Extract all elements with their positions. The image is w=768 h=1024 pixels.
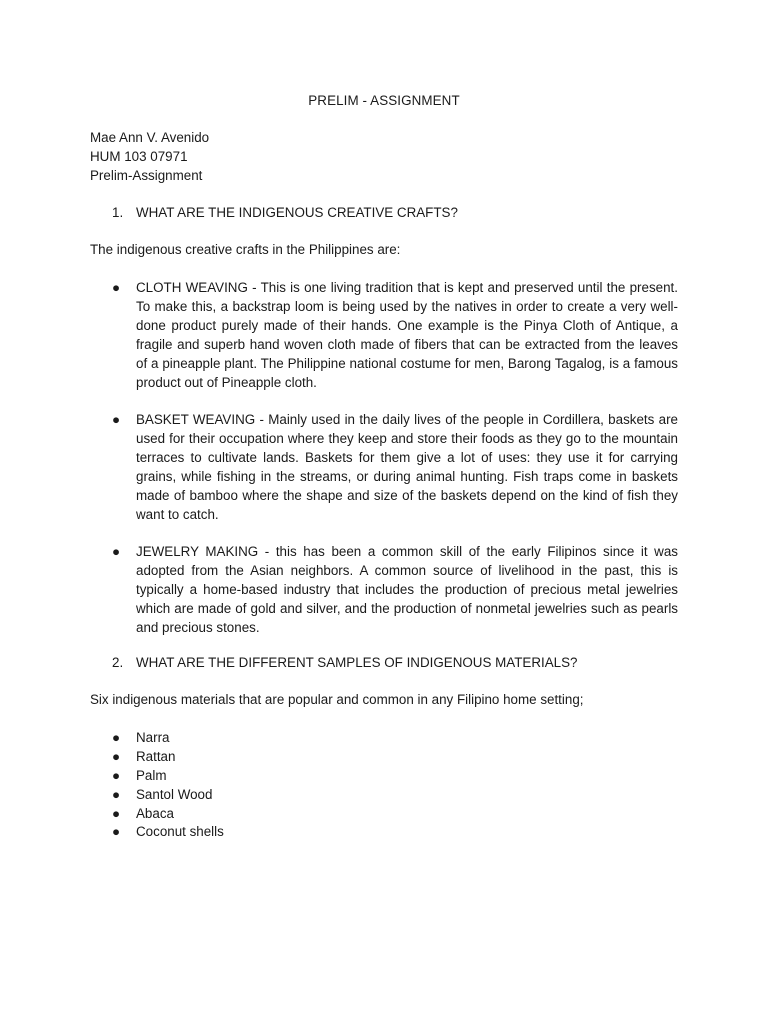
bullet-icon: ● (112, 412, 121, 427)
craft-item-text: CLOTH WEAVING - This is one living tradition that is kept and preserved until the present. To make this, a backstrap loom is being used by the natives in order to create a very well-done product purely made of their hands. One example is the Pinya Cloth of Antique, a fragile and superb hand woven cloth made of fibers that can be extracted from the leaves of a pineapple plant. The Philippine national costume for men, Barong Tagalog, is a famous product out of Pineapple cloth. (136, 280, 678, 390)
craft-item-jewelry-making (112, 543, 678, 638)
craft-item-text: BASKET WEAVING - Mainly used in the daily lives of the people in Cordillera, baskets are used for their occupation where they keep and store their foods as they go to the mountain terraces to cultivate lands. Baskets for them give a lot of uses: they use it for carrying grains, while fishing in the streams, or during animal hunting. Fish traps come in baskets made of bamboo where the shape and size of the baskets depend on the kind of fish they want to catch. (136, 412, 678, 522)
craft-item-basket-weaving (112, 411, 678, 524)
question-1-text: WHAT ARE THE INDIGENOUS CREATIVE CRAFTS? (136, 205, 458, 220)
bullet-icon: ● (112, 730, 121, 745)
question-2-text: WHAT ARE THE DIFFERENT SAMPLES OF INDIGENOUS MATERIALS? (136, 655, 578, 670)
craft-item-text: JEWELRY MAKING - this has been a common skill of the early Filipinos since it was adopted from the Asian neighbors. A common source of livelihood in the past, this is typically a home-based industry that includes the production of precious metal jewelries which are made of gold and silver, and the production of nonmetal jewelries such as pearls and precious stones. (136, 544, 678, 635)
author-name: Mae Ann V. Avenido (90, 130, 210, 145)
list-item: ● Narra (112, 729, 224, 748)
intro-crafts: The indigenous creative crafts in the Philippines are: (90, 242, 401, 257)
question-2 (112, 654, 577, 673)
assignment-label: Prelim-Assignment (90, 167, 203, 183)
bullet-icon: ● (112, 748, 121, 764)
author-header (90, 129, 209, 186)
bullet-icon: ● (112, 824, 121, 840)
bullet-icon: ● (112, 280, 121, 295)
intro-materials: Six indigenous materials that are popular and common in any Filipino home setting; (90, 692, 584, 707)
materials-list (112, 729, 224, 842)
bullet-icon: ● (112, 786, 121, 802)
question-1-number: 1. (112, 205, 124, 220)
document-title: PRELIM - ASSIGNMENT (308, 93, 460, 108)
course-code: HUM 103 07971 (90, 148, 188, 164)
bullet-icon: ● (112, 767, 121, 783)
list-item: ● Santol Wood (112, 786, 224, 805)
list-item: ● Abaca (112, 805, 224, 824)
list-item: ● Palm (112, 767, 224, 786)
craft-item-cloth-weaving (112, 279, 678, 392)
list-item: ● Coconut shells (112, 823, 224, 842)
bullet-icon: ● (112, 544, 121, 559)
question-2-number: 2. (112, 655, 124, 670)
list-item: ● Rattan (112, 748, 224, 767)
question-1 (112, 204, 458, 223)
bullet-icon: ● (112, 805, 121, 821)
